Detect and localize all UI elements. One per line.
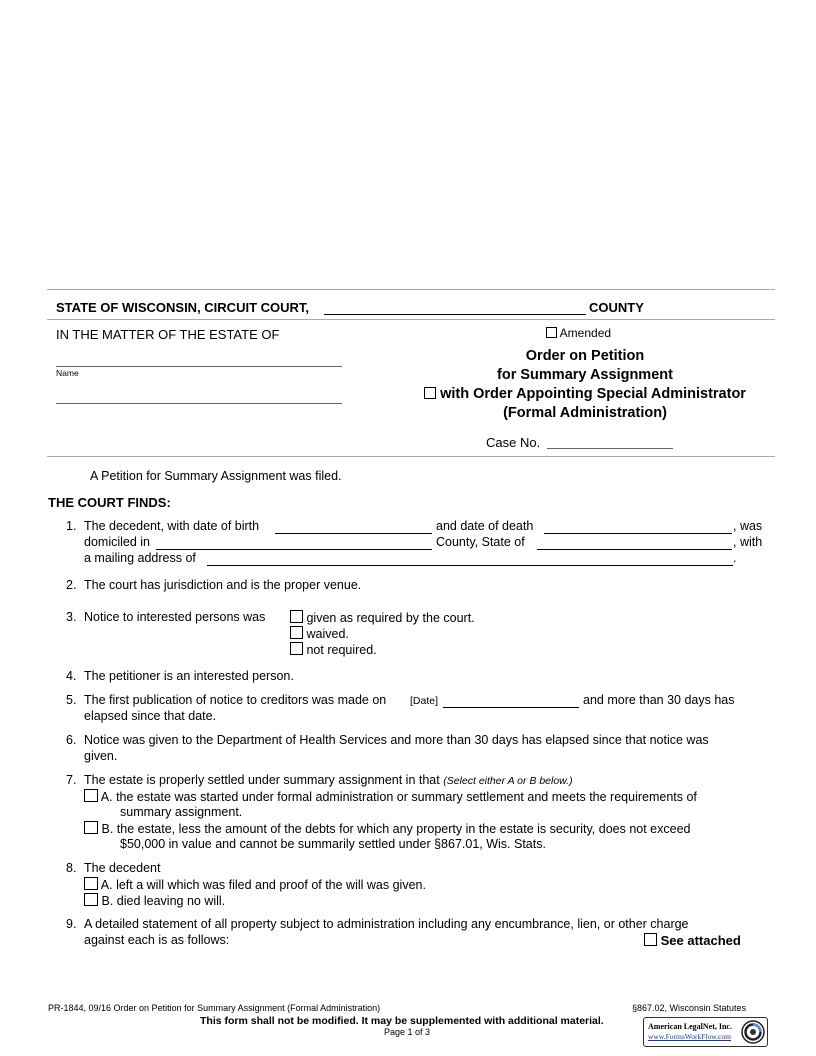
page-number: Page 1 of 3 — [384, 1027, 431, 1037]
item-7-note: (Select either A or B below.) — [443, 775, 573, 787]
item-2-number: 2. — [66, 578, 77, 592]
form-title — [400, 347, 770, 423]
birth-date-field[interactable] — [275, 533, 432, 534]
item-1-text-d: domiciled in — [84, 535, 151, 549]
title-line-1: Order on Petition — [525, 348, 645, 364]
item-6-text-a: Notice was given to the Department of Health Services and more than 30 days has elapsed since that notice was — [84, 733, 709, 747]
item-8a-checkbox[interactable] — [84, 877, 98, 890]
publication-date-field[interactable] — [443, 707, 579, 708]
date-placeholder: [Date] — [410, 695, 439, 707]
notice-given-checkbox[interactable] — [290, 610, 303, 623]
special-admin-checkbox[interactable] — [424, 387, 436, 399]
name-caption: Name — [56, 368, 79, 378]
notice-given-label: given as required by the court. — [306, 611, 475, 625]
item-8-number: 8. — [66, 861, 77, 875]
item-3-text: Notice to interested persons was — [84, 610, 266, 624]
publisher-url: www.FormsWorkFlow.com — [648, 1032, 732, 1041]
county-label: COUNTY — [589, 300, 644, 315]
court-finds-heading: THE COURT FINDS: — [48, 495, 171, 510]
title-line-3: with Order Appointing Special Administrator — [400, 385, 770, 404]
item-6-text-b: given. — [84, 749, 118, 763]
decedent-name-field[interactable] — [56, 366, 342, 367]
item-7b-text-2: $50,000 in value and cannot be summarily settled under §867.01, Wis. Stats. — [120, 837, 546, 851]
notice-not-required-label: not required. — [306, 643, 377, 657]
header-rule-top — [47, 289, 775, 290]
item-1-text-a: The decedent, with date of birth — [84, 519, 260, 533]
item-4-text: The petitioner is an interested person. — [84, 669, 294, 683]
item-5-number: 5. — [66, 693, 77, 707]
see-attached-checkbox[interactable] — [644, 933, 657, 946]
modification-notice: This form shall not be modified. It may be supplemented with additional material. — [200, 1015, 604, 1027]
notice-not-required-checkbox[interactable] — [290, 642, 303, 655]
item-1-text-c: , was — [733, 519, 763, 533]
item-8a-option[interactable] — [84, 877, 426, 892]
see-attached-option[interactable] — [644, 933, 741, 948]
item-1-text-h: . — [733, 551, 737, 565]
notice-given-option[interactable] — [290, 610, 475, 625]
amended-label: Amended — [559, 326, 612, 340]
item-9-text-a: A detailed statement of all property subject to administration including any encumbrance, lien, or other charge — [84, 917, 689, 931]
item-5-text-c: elapsed since that date. — [84, 709, 217, 723]
item-1-text-e: County, State of — [436, 535, 525, 549]
amended-checkbox[interactable] — [546, 327, 557, 338]
item-8b-option[interactable] — [84, 893, 225, 908]
statute-reference: §867.02, Wisconsin Statutes — [632, 1003, 747, 1013]
mailing-address-field[interactable] — [207, 565, 733, 566]
item-7b-option[interactable] — [84, 821, 690, 836]
item-7a-text-2: summary assignment. — [120, 805, 243, 819]
state-court-label: STATE OF WISCONSIN, CIRCUIT COURT, — [56, 300, 310, 315]
title-line-2: for Summary Assignment — [497, 367, 673, 383]
estate-matter-label: IN THE MATTER OF THE ESTATE OF — [56, 327, 280, 342]
item-7-number: 7. — [66, 773, 77, 787]
item-8b-checkbox[interactable] — [84, 893, 98, 906]
county-name-field[interactable] — [324, 314, 586, 315]
item-5-text-a: The first publication of notice to creditors was made on — [84, 693, 387, 707]
notice-waived-option[interactable] — [290, 626, 349, 641]
item-7-text: The estate is properly settled under summary assignment in that (Select either A or B below.) — [84, 773, 573, 787]
item-8a-text: A. left a will which was filed and proof of the will was given. — [100, 878, 426, 892]
item-1-number: 1. — [66, 519, 77, 533]
form-id: PR-1844, 09/16 Order on Petition for Summary Assignment (Formal Administration) — [48, 1003, 381, 1013]
item-7a-checkbox[interactable] — [84, 789, 98, 802]
item-8b-text: B. died leaving no will. — [101, 894, 226, 908]
petition-filed-text: A Petition for Summary Assignment was filed. — [90, 469, 342, 483]
publisher-name: American LegalNet, Inc. — [648, 1022, 732, 1031]
item-9-number: 9. — [66, 917, 77, 931]
item-3-number: 3. — [66, 610, 77, 624]
item-7b-checkbox[interactable] — [84, 821, 98, 834]
death-date-field[interactable] — [544, 533, 732, 534]
domicile-state-field[interactable] — [537, 549, 732, 550]
domicile-county-field[interactable] — [156, 549, 432, 550]
case-no-label: Case No. — [486, 435, 541, 450]
case-no-field[interactable] — [547, 448, 673, 449]
item-7a-text: A. the estate was started under formal administration or summary settlement and meets the requirements of — [100, 790, 697, 804]
item-5-text-b: and more than 30 days has — [583, 693, 735, 707]
item-8-text: The decedent — [84, 861, 161, 875]
notice-not-required-option[interactable] — [290, 642, 377, 657]
decedent-name-field-2[interactable] — [56, 403, 342, 404]
amended-option[interactable] — [546, 326, 611, 340]
item-1-text-b: and date of death — [436, 519, 534, 533]
title-line-4: (Formal Administration) — [503, 405, 667, 421]
item-9-text-b: against each is as follows: — [84, 933, 230, 947]
item-7a-option[interactable] — [84, 789, 697, 804]
header-rule-2 — [47, 319, 775, 320]
header-rule-bottom — [47, 456, 775, 457]
notice-waived-checkbox[interactable] — [290, 626, 303, 639]
globe-icon — [741, 1020, 765, 1044]
item-1-text-f: , with — [733, 535, 763, 549]
publisher-logo — [643, 1017, 768, 1047]
item-2-text: The court has jurisdiction and is the proper venue. — [84, 578, 362, 592]
item-1-text-g: a mailing address of — [84, 551, 196, 565]
item-6-number: 6. — [66, 733, 77, 747]
item-7b-text: B. the estate, less the amount of the debts for which any property in the estate is security, does not exceed — [101, 822, 691, 836]
notice-waived-label: waived. — [306, 627, 349, 641]
item-4-number: 4. — [66, 669, 77, 683]
see-attached-label: See attached — [660, 933, 741, 948]
